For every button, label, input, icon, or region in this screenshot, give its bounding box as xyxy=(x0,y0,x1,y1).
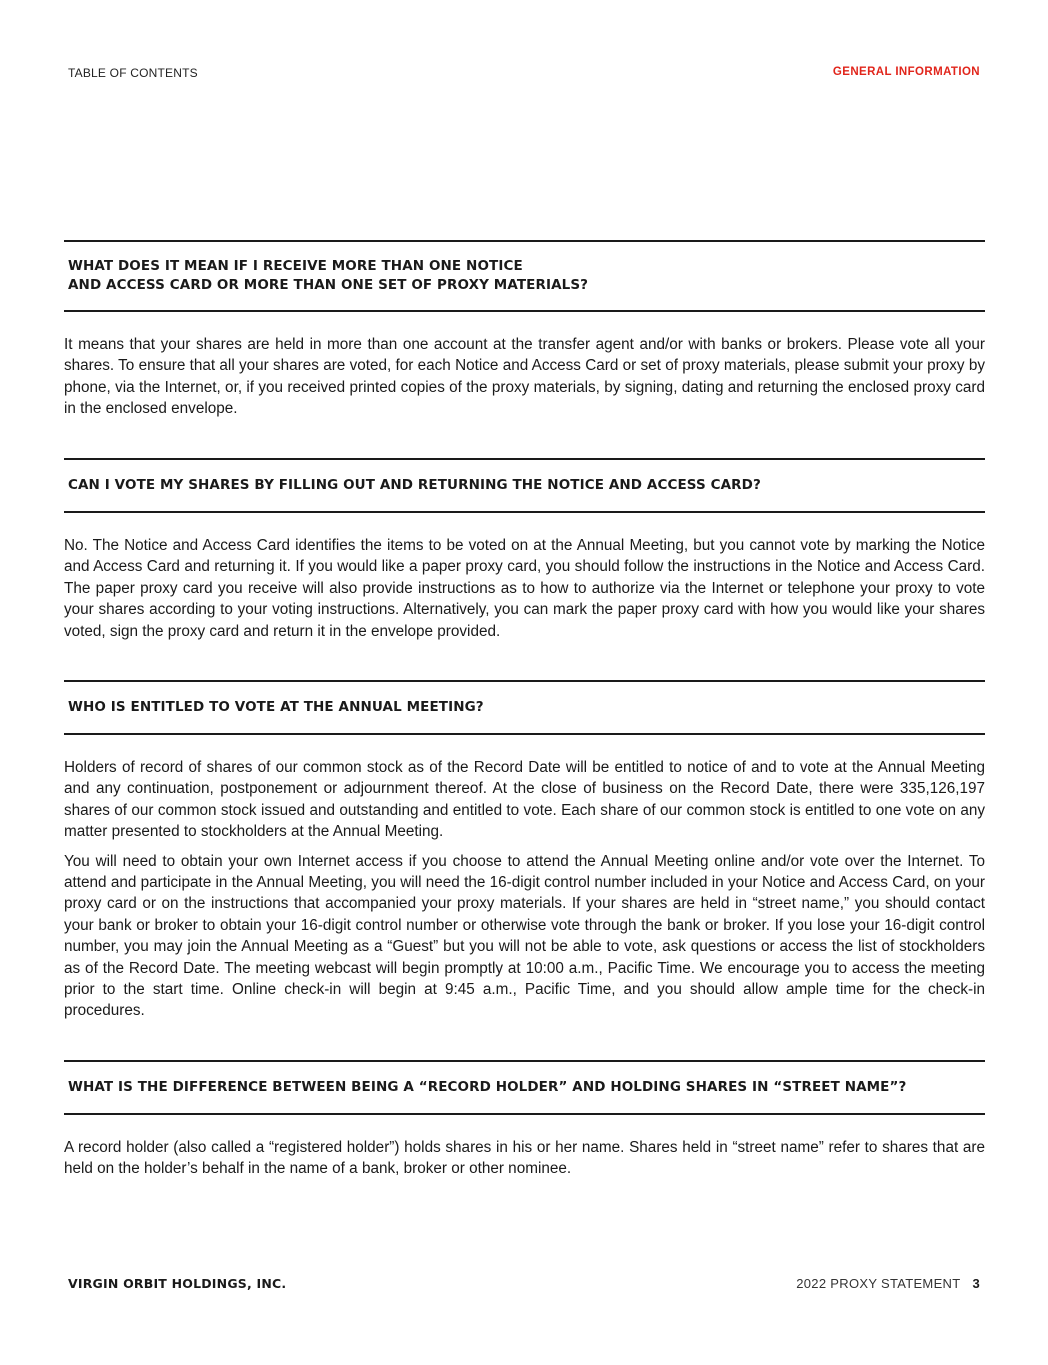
answer-paragraph: You will need to obtain your own Internet access if you choose to attend the Annual Meeting online and/or vote over the Internet. To attend and participate in the Annual Meeting, you will need the 16-digit control number included in your Notice and Access Card, on your proxy card or on the instructions that accompanied your proxy materials. If your shares are held in “street name,” you should contact your bank or broker to obtain your 16-digit control number or otherwise vote through the bank or broker. If you lose your 16-digit control number, you may join the Annual Meeting as a “Guest” but you will not be able to vote, ask questions or access the list of stockholders as of the Record Date. The meeting webcast will begin promptly at 10:00 a.m., Pacific Time. We encourage you to access the meeting prior to the start time. Online check-in will begin at 9:45 a.m., Pacific Time, and you should allow ample time for the check-in procedures. xyxy=(64,852,985,1020)
question-line: AND ACCESS CARD OR MORE THAN ONE SET OF PROXY MATERIALS? xyxy=(68,277,589,293)
question-header xyxy=(64,1060,985,1115)
answer-paragraph: Holders of record of shares of our common stock as of the Record Date will be entitled to notice of and to vote at the Annual Meeting and any continuation, postponement or adjournment thereof. At the close of business on the Record Date, there were 335,126,197 shares of our common stock issued and outstanding and entitled to vote. Each share of our common stock is entitled to one vote on any matter presented to stockholders at the Annual Meeting. xyxy=(64,759,985,841)
question-header xyxy=(64,680,985,735)
question-heading: WHO IS ENTITLED TO VOTE AT THE ANNUAL MEETING? xyxy=(68,699,484,715)
question-heading: WHAT IS THE DIFFERENCE BETWEEN BEING A “RECORD HOLDER” AND HOLDING SHARES IN “STREET NAME”? xyxy=(68,1079,907,1095)
answer-paragraph: No. The Notice and Access Card identifies the items to be voted on at the Annual Meeting, but you cannot vote by marking the Notice and Access Card and returning it. If you would like a paper proxy card, you should follow the instructions in the Notice and Access Card. The paper proxy card you receive will also provide instructions as to how to authorize via the Internet or telephone your proxy to vote your shares according to your voting instructions. Alternatively, you can mark the paper proxy card with how you would like your shares voted, sign the proxy card and return it in the envelope provided. xyxy=(64,537,985,640)
faq-section-entitled-to-vote xyxy=(64,680,985,1022)
footer-document-info xyxy=(796,1276,980,1291)
question-heading xyxy=(68,257,588,295)
question-heading: CAN I VOTE MY SHARES BY FILLING OUT AND RETURNING THE NOTICE AND ACCESS CARD? xyxy=(68,477,761,493)
faq-section-multiple-notices xyxy=(64,240,985,420)
answer-paragraph: It means that your shares are held in more than one account at the transfer agent and/or with banks or brokers. Please vote all your shares. To ensure that all your shares are voted, for each Notice and Access Card or set of proxy materials, please submit your proxy by phone, via the Internet, or, if you received printed copies of the proxy materials, by signing, dating and returning the enclosed proxy card in the enclosed envelope. xyxy=(64,336,985,418)
question-header xyxy=(64,458,985,513)
footer-document-title: 2022 PROXY STATEMENT xyxy=(796,1276,961,1291)
section-label: GENERAL INFORMATION xyxy=(832,66,980,78)
answer-paragraph: A record holder (also called a “registered holder”) holds shares in his or her name. Shares held in “street name” refer to shares that are held on the holder’s behalf in the name of a bank, broker or other nominee. xyxy=(64,1139,985,1178)
table-of-contents-link[interactable]: TABLE OF CONTENTS xyxy=(68,66,198,80)
faq-section-vote-by-notice xyxy=(64,458,985,642)
faq-section-record-holder xyxy=(64,1060,985,1180)
page-number: 3 xyxy=(972,1276,980,1291)
footer-company-name: VIRGIN ORBIT HOLDINGS, INC. xyxy=(68,1276,287,1291)
question-header xyxy=(64,240,985,312)
question-line: WHAT DOES IT MEAN IF I RECEIVE MORE THAN ONE NOTICE xyxy=(68,258,523,274)
